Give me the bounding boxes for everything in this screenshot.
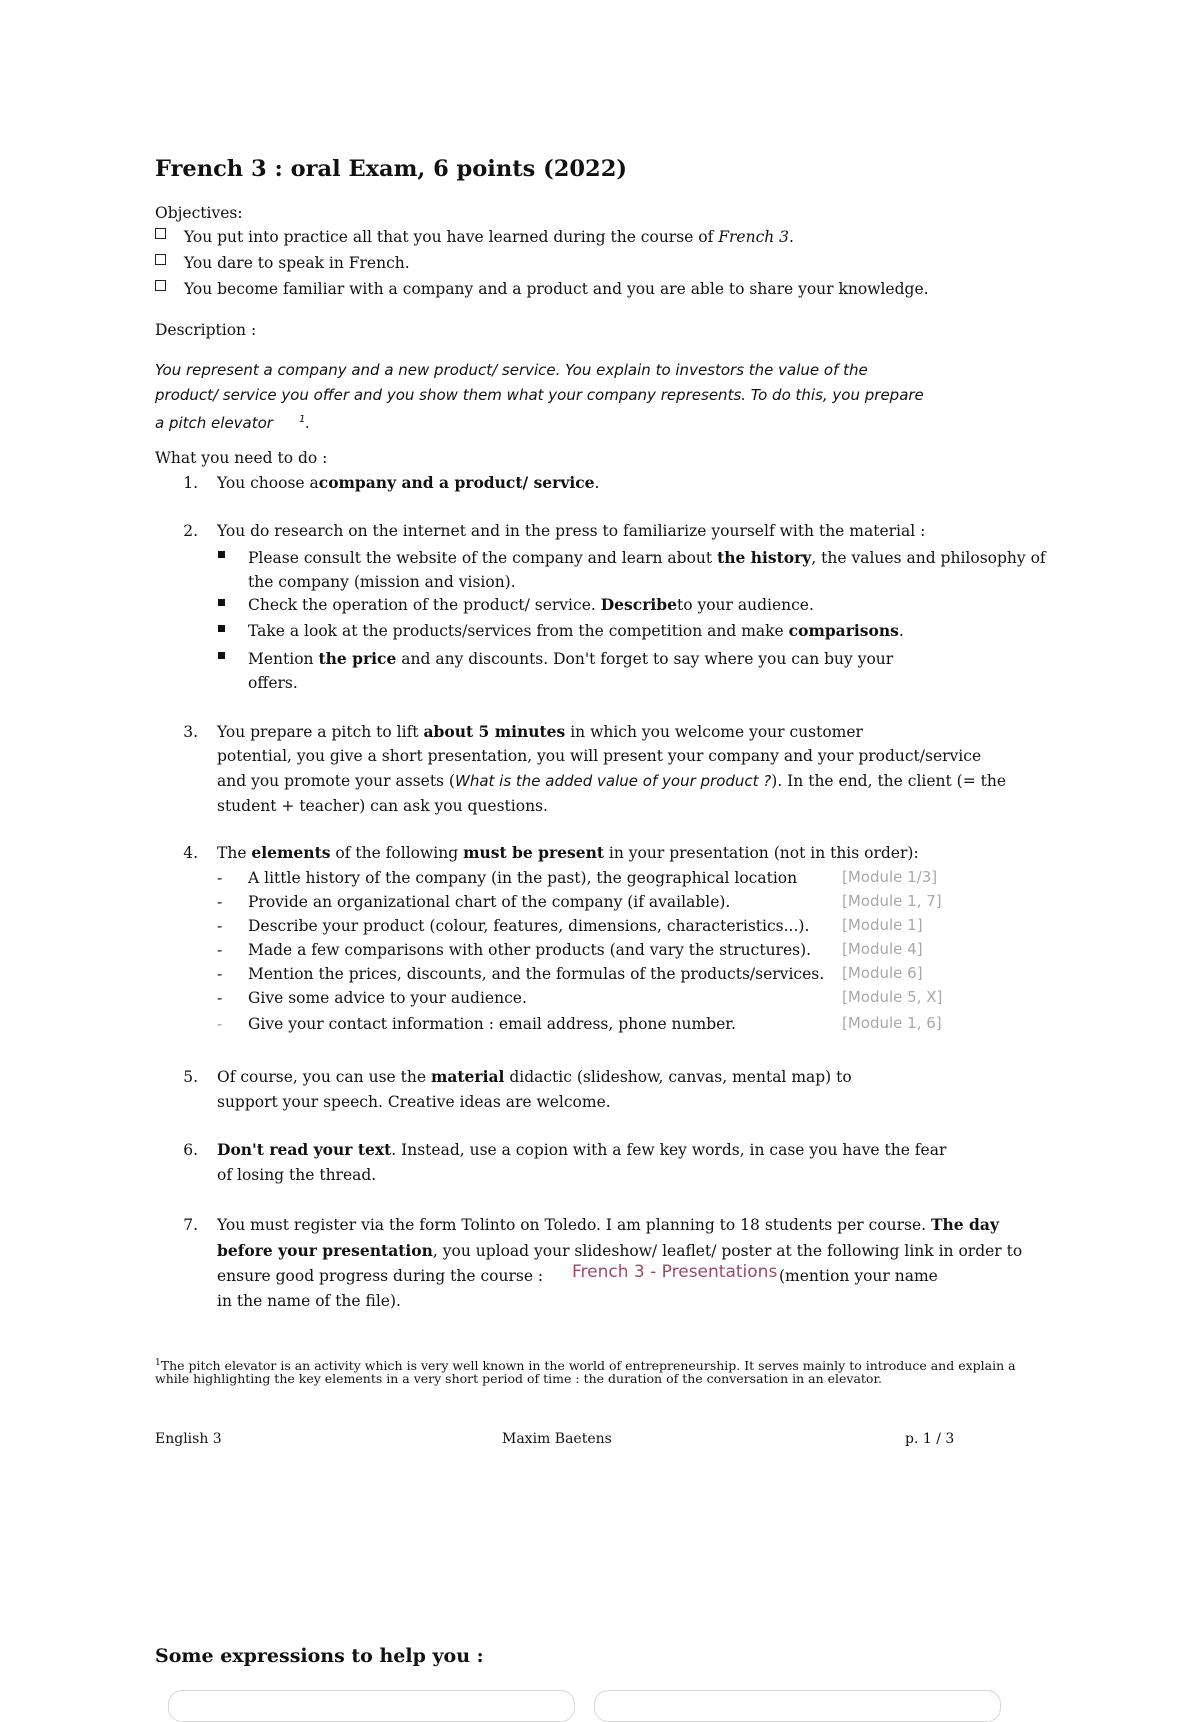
checkbox-icon <box>155 280 166 291</box>
objectives-label: Objectives: <box>155 204 243 222</box>
step-2-bullet-4: Mention the price and any discounts. Don't forget to say where you can buy your <box>248 649 894 668</box>
description-line-1: You represent a company and a new product/ service. You explain to investors the value of the <box>155 361 868 379</box>
footnote: $^1$The pitch elevator is an activity which is very well known in the world of entrepreneurship. It serves mainly to introduce and explain a <box>155 1358 1016 1374</box>
step-number: 6. <box>183 1141 198 1159</box>
bullet-icon <box>218 625 225 632</box>
checkbox-icon <box>155 254 166 265</box>
element-item: Made a few comparisons with other products (and vary the structures). <box>248 941 812 959</box>
objective-1: You put into practice all that you have learned during the course of French 3. <box>184 228 794 246</box>
description-line-3: a pitch elevator $^1$. <box>155 414 311 432</box>
step-1: You choose acompany and a product/ service. <box>217 473 600 492</box>
step-5-line-2: support your speech. Creative ideas are welcome. <box>217 1093 611 1111</box>
step-7-line-3: ensure good progress during the course : <box>217 1267 544 1285</box>
bullet-icon <box>218 599 225 606</box>
element-item: Provide an organizational chart of the company (if available). <box>248 893 731 911</box>
description-line-2: product/ service you offer and you show them what your company represents. To do this, you prepare <box>155 386 924 404</box>
step-2-bullet-4-cont: offers. <box>248 674 298 692</box>
step-6-line-2: of losing the thread. <box>217 1166 377 1184</box>
expression-box <box>594 1690 1001 1722</box>
footnote-line-2: while highlighting the key elements in a very short period of time : the duration of the conversation in an elevator. <box>155 1371 883 1386</box>
dash-icon: - <box>217 893 223 911</box>
dash-icon: - <box>217 989 223 1007</box>
step-4: The elements of the following must be present in your presentation (not in this order): <box>217 843 919 862</box>
bullet-icon <box>218 652 225 659</box>
need-label: What you need to do : <box>155 449 328 467</box>
element-item: A little history of the company (in the past), the geographical location <box>248 869 798 887</box>
step-5: Of course, you can use the material didactic (slideshow, canvas, mental map) to <box>217 1067 852 1086</box>
step-number: 3. <box>183 723 198 741</box>
step-number: 2. <box>183 522 198 540</box>
element-item: Mention the prices, discounts, and the formulas of the products/services. <box>248 965 825 983</box>
footer-left: English 3 <box>155 1431 222 1447</box>
page-number: p. 1 / 3 <box>905 1431 955 1447</box>
element-item: Describe your product (colour, features, dimensions, characteristics...). <box>248 917 810 935</box>
footnote-ref: 1 <box>298 414 306 425</box>
step-7-line-2: before your presentation, you upload your slideshow/ leaflet/ poster at the following link in order to <box>217 1241 1023 1260</box>
step-2: You do research on the internet and in the press to familiarize yourself with the material : <box>217 522 926 540</box>
step-number: 1. <box>183 474 198 492</box>
module-tag: [Module 6] <box>842 964 923 982</box>
step-number: 4. <box>183 844 198 862</box>
dash-icon: - <box>217 917 223 935</box>
checkbox-icon <box>155 228 166 239</box>
module-tag: [Module 1, 6] <box>842 1014 942 1032</box>
step-3-line-4: student + teacher) can ask you questions. <box>217 797 548 815</box>
step-3-line-3: and you promote your assets (What is the added value of your product ?). In the end, the client (= the <box>217 772 1007 790</box>
step-7-line-4: in the name of the file). <box>217 1292 401 1310</box>
step-7-line-3-end: (mention your name <box>779 1267 938 1285</box>
dash-icon: - <box>217 941 223 959</box>
module-tag: [Module 1/3] <box>842 868 938 886</box>
expression-box <box>168 1690 575 1722</box>
step-2-bullet-1: Please consult the website of the company and learn about the history, the values and philosophy of <box>248 548 1046 567</box>
step-number: 5. <box>183 1068 198 1086</box>
step-3-line-2: potential, you give a short presentation, you will present your company and your product/service <box>217 747 982 765</box>
dash-icon: - <box>217 869 223 887</box>
objective-3: You become familiar with a company and a product and you are able to share your knowledge. <box>184 280 929 298</box>
element-item: Give some advice to your audience. <box>248 989 527 1007</box>
bullet-icon <box>218 551 225 558</box>
step-2-bullet-3: Take a look at the products/services from the competition and make comparisons. <box>248 621 904 640</box>
element-item: Give your contact information : email address, phone number. <box>248 1015 736 1033</box>
module-tag: [Module 1, 7] <box>842 892 942 910</box>
dash-icon: - <box>217 1015 223 1033</box>
module-tag: [Module 5, X] <box>842 988 943 1006</box>
presentations-link[interactable]: French 3 - Presentations <box>572 1262 778 1282</box>
objective-2: You dare to speak in French. <box>184 254 410 272</box>
step-6: Don't read your text. Instead, use a copion with a few key words, in case you have the fear <box>217 1140 947 1159</box>
footer-author: Maxim Baetens <box>502 1431 612 1447</box>
module-tag: [Module 4] <box>842 940 923 958</box>
step-3: You prepare a pitch to lift about 5 minutes in which you welcome your customer <box>217 722 863 741</box>
module-tag: [Module 1] <box>842 916 923 934</box>
step-7: You must register via the form Tolinto on Toledo. I am planning to 18 students per course. The day <box>217 1215 999 1234</box>
step-2-bullet-1-cont: the company (mission and vision). <box>248 573 516 591</box>
step-number: 7. <box>183 1216 198 1234</box>
help-heading: Some expressions to help you : <box>155 1645 484 1667</box>
step-2-bullet-2: Check the operation of the product/ service. Describeto your audience. <box>248 595 814 614</box>
dash-icon: - <box>217 965 223 983</box>
page-title: French 3 : oral Exam, 6 points (2022) <box>155 156 628 182</box>
description-label: Description : <box>155 321 257 339</box>
